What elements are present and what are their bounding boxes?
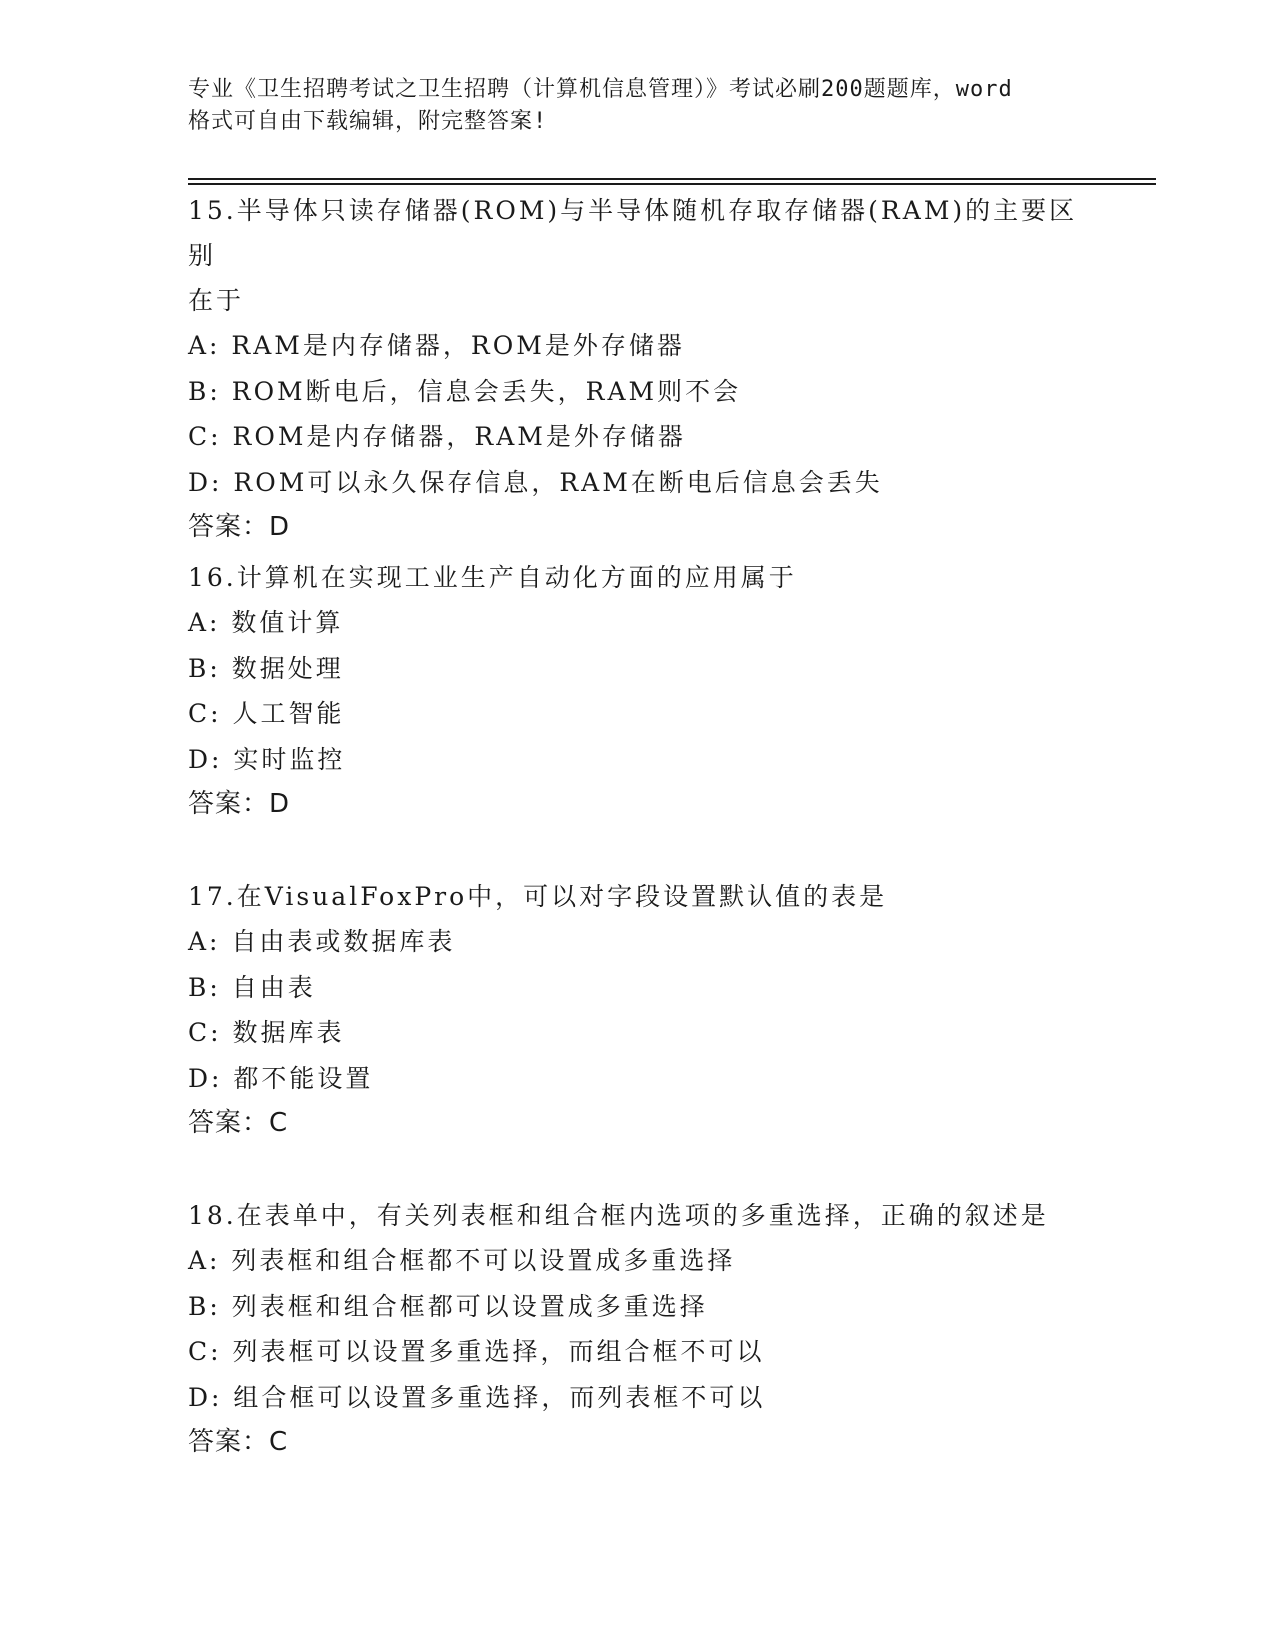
option-c: C: 数据库表 [188, 1018, 345, 1047]
option-d: D: 都不能设置 [188, 1063, 374, 1093]
option-a: A: 自由表或数据库表 [188, 927, 456, 956]
option-d: D: ROM可以永久保存信息，RAM在断电后信息会丢失 [188, 467, 883, 497]
question-stem: 18.在表单中，有关列表框和组合框内选项的多重选择，正确的叙述是 [188, 1201, 1049, 1230]
header-line-1: 专业《卫生招聘考试之卫生招聘（计算机信息管理）》考试必刷200题题库，word [188, 77, 1013, 102]
header-divider-top [188, 178, 1156, 180]
answer: 答案：D [188, 789, 291, 819]
option-d: D: 组合框可以设置多重选择，而列表框不可以 [188, 1382, 766, 1412]
option-b: B: 列表框和组合框都可以设置成多重选择 [188, 1291, 708, 1321]
option-b: B: 数据处理 [188, 653, 344, 683]
option-a: A: 数值计算 [188, 608, 344, 637]
question-stem-continuation: 在于 [188, 286, 245, 315]
option-c: C: ROM是内存储器，RAM是外存储器 [188, 422, 686, 451]
header-line-2: 格式可自由下载编辑，附完整答案! [188, 109, 548, 134]
document-header [188, 74, 1088, 138]
option-b: B: 自由表 [188, 972, 316, 1002]
option-a: A: 列表框和组合框都不可以设置成多重选择 [188, 1246, 736, 1275]
option-c: C: 列表框可以设置多重选择，而组合框不可以 [188, 1337, 765, 1366]
question-18 [188, 1193, 1088, 1465]
answer: 答案：C [188, 1427, 289, 1457]
question-16 [188, 555, 1088, 827]
option-d: D: 实时监控 [188, 744, 346, 774]
option-a: A: RAM是内存储器，ROM是外存储器 [188, 331, 685, 360]
answer: 答案：D [188, 512, 291, 542]
question-15 [188, 188, 1088, 550]
option-c: C: 人工智能 [188, 699, 345, 728]
question-stem: 17.在VisualFoxPro中，可以对字段设置默认值的表是 [188, 882, 888, 911]
question-stem: 15.半导体只读存储器(ROM)与半导体随机存取存储器(RAM)的主要区别 [188, 196, 1078, 270]
question-stem: 16.计算机在实现工业生产自动化方面的应用属于 [188, 563, 797, 592]
option-b: B: ROM断电后，信息会丢失，RAM则不会 [188, 376, 742, 406]
question-17 [188, 874, 1088, 1146]
header-divider-bottom [188, 183, 1156, 185]
answer: 答案：C [188, 1108, 289, 1138]
